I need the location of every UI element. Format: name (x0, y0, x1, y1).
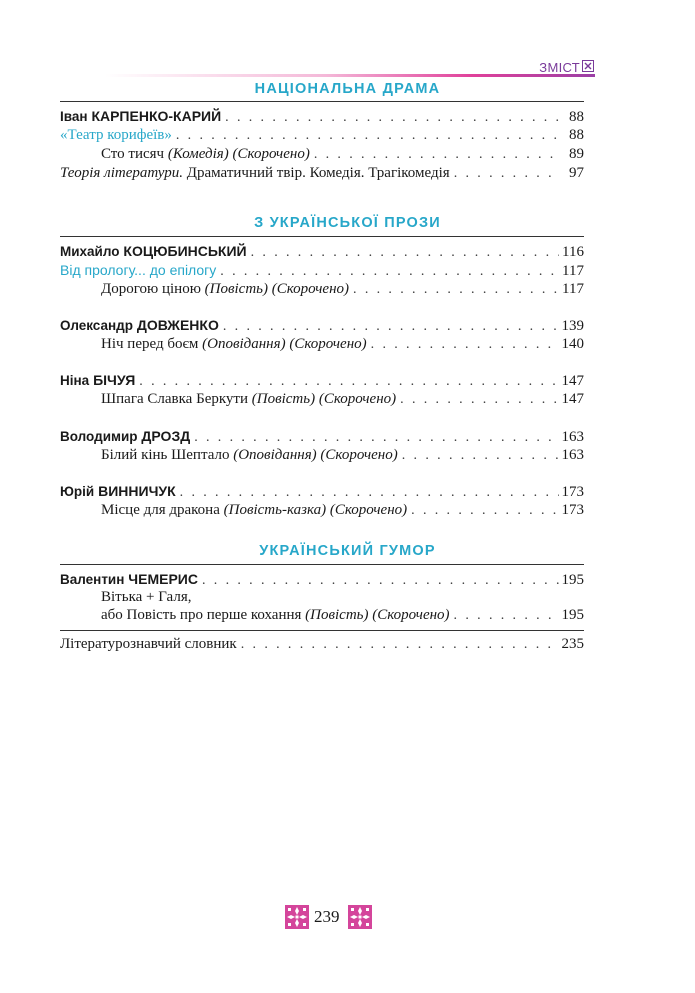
page-number: 88 (569, 109, 584, 125)
toc-entry-dorohoiu-tsinoiu[interactable]: Дорогою ціною (Повість) (Скорочено) . . . 117 (101, 280, 584, 298)
section-title-drama: НАЦІОНАЛЬНА ДРАМА (254, 81, 441, 97)
leader-dots (353, 281, 559, 299)
page-number: 89 (569, 146, 584, 162)
section-title-prose: З УКРАЇНСЬКОЇ ПРОЗИ (254, 215, 441, 231)
section-rule (60, 564, 584, 565)
leader-dots (454, 165, 559, 183)
page-number: 139 (561, 318, 584, 334)
page-number: 163 (561, 429, 584, 445)
toc-entry-karpenko[interactable]: Іван КАРПЕНКО-КАРИЙ . . . 88 (60, 107, 584, 125)
toc-entry-nich-pered-boiem[interactable]: Ніч перед боєм (Оповідання) (Скорочено) . . . 140 (101, 335, 584, 353)
page-number: 117 (562, 281, 584, 297)
page-number: 173 (561, 484, 584, 500)
toc-entry-teatr-koryfeiv[interactable]: «Театр корифеїв» . . . 88 (60, 126, 584, 144)
page-number: 147 (561, 373, 584, 389)
toc-entry-vid-prolohu[interactable]: Від прологу... до епілогу . . . 117 (60, 261, 584, 279)
toc-entry-dovzhenko[interactable]: Олександр ДОВЖЕНКО . . . 139 (60, 316, 584, 334)
toc-entry-drozd[interactable]: Володимир ДРОЗД . . . 163 (60, 427, 584, 445)
toc-entry-bichuia[interactable]: Ніна БІЧУЯ . . . 147 (60, 371, 584, 389)
toc-entry-shpaha-slavka-berkuty[interactable]: Шпага Славка Беркути (Повість) (Скорочено) . . . 147 (101, 390, 584, 408)
leader-dots (402, 447, 559, 465)
toc-entry-vynnychuk[interactable]: Юрій ВИННИЧУК . . . 173 (60, 482, 584, 500)
page-number: 173 (561, 502, 584, 518)
leader-dots (251, 244, 559, 262)
section-title-humor: УКРАЇНСЬКИЙ ГУМОР (259, 543, 436, 559)
leader-dots (314, 146, 559, 164)
page-number: 140 (561, 336, 584, 352)
page-number-footer: 239 (314, 907, 340, 926)
page-number: 116 (562, 244, 584, 260)
leader-dots (411, 502, 558, 520)
page-number: 147 (561, 391, 584, 407)
leader-dots (220, 263, 559, 281)
leader-dots (180, 484, 559, 502)
header-label: ЗМІСТ (539, 60, 580, 75)
toc-entry-sto-tysiach[interactable]: Сто тисяч (Комедія) (Скорочено) . . . 89 (101, 145, 584, 163)
toc-entry-teoriia-literatury[interactable]: Теорія літератури. Драматичний твір. Комедія. Трагікомедія . . . 97 (60, 164, 584, 182)
page-number: 163 (561, 447, 584, 463)
leader-dots (139, 373, 558, 391)
toc-entry-vitka-halia-line1[interactable]: Вітька + Галя, (101, 589, 192, 605)
leader-dots (194, 429, 558, 447)
leader-dots (400, 391, 558, 409)
leader-dots (225, 109, 559, 127)
leader-dots (202, 572, 559, 590)
page-number: 195 (561, 607, 584, 623)
leader-dots (223, 318, 559, 336)
section-rule (60, 101, 584, 102)
toc-entry-chemerys[interactable]: Валентин ЧЕМЕРИС . . . 195 (60, 570, 584, 588)
section-rule (60, 236, 584, 237)
corner-bracket-icon (582, 60, 594, 72)
leader-dots (454, 607, 559, 625)
page-number: 97 (569, 165, 584, 181)
header-rule (105, 74, 595, 77)
page-number: 117 (562, 263, 584, 279)
leader-dots (176, 127, 559, 145)
page-footer (0, 905, 695, 929)
leader-dots (241, 636, 559, 654)
page-number: 235 (561, 636, 584, 652)
toc-entry-glossary[interactable]: Літературознавчий словник . . . 235 (60, 635, 584, 653)
toc-entry-kotsiubynskyi[interactable]: Михайло КОЦЮБИНСЬКИЙ . . . 116 (60, 242, 584, 260)
page-number: 88 (569, 127, 584, 143)
section-rule (60, 630, 584, 631)
leader-dots (371, 336, 559, 354)
embroidery-ornament-icon (348, 905, 372, 929)
page-number: 195 (561, 572, 584, 588)
toc-entry-mistse-dlia-drakona[interactable]: Місце для дракона (Повість-казка) (Скорочено) . . . 173 (101, 501, 584, 519)
toc-entry-bilyi-kin-sheptalo[interactable]: Білий кінь Шептало (Оповідання) (Скорочено) . . . 163 (101, 446, 584, 464)
toc-entry-povist-pro-pershe-kokhannia[interactable]: або Повість про перше кохання (Повість) (Скорочено) . . . 195 (101, 606, 584, 624)
embroidery-ornament-icon (285, 905, 309, 929)
